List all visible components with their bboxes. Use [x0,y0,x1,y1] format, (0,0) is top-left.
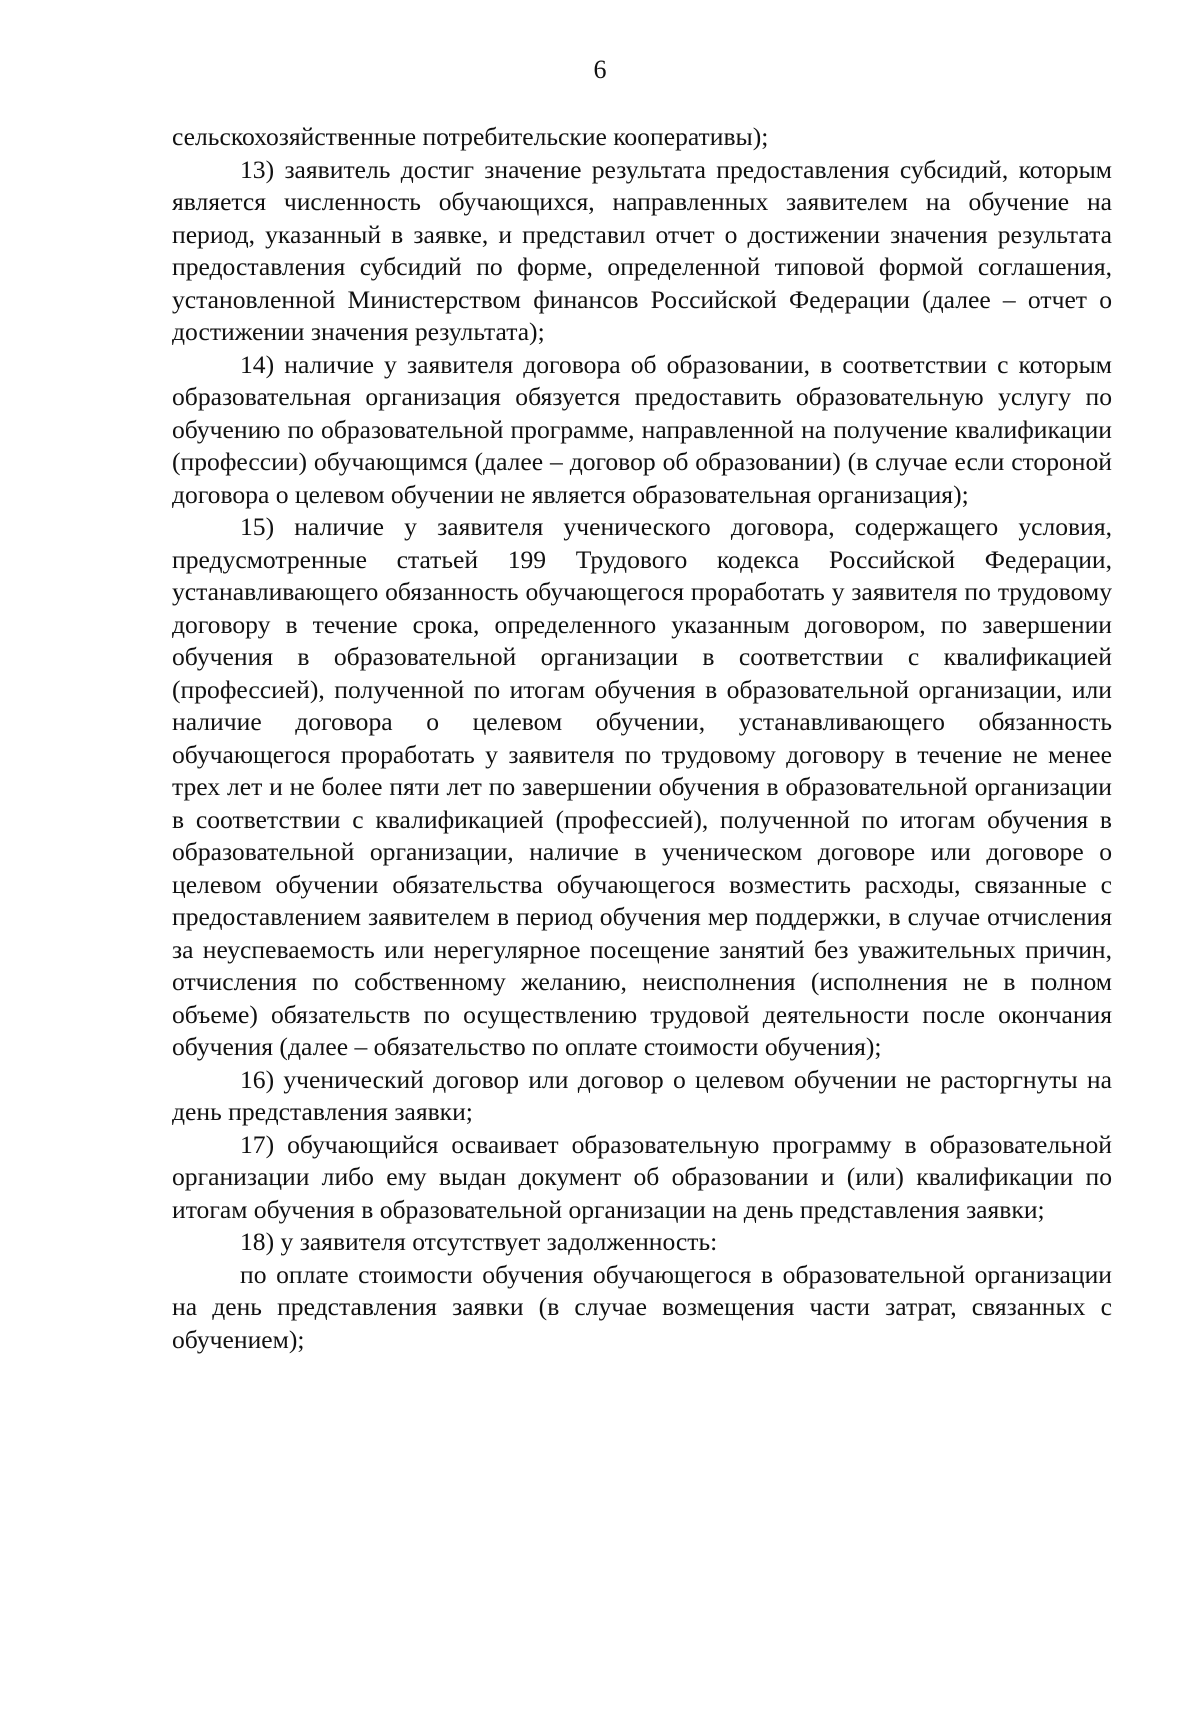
paragraph-item-16: 16) ученический договор или договор о целевом обучении не расторгнуты на день представления заявки; [172,1064,1112,1126]
document-body [172,121,1112,1356]
paragraph-continuation: сельскохозяйственные потребительские кооперативы); [172,122,769,151]
paragraph-item-14: 14) наличие у заявителя договора об образовании, в соответствии с которым образовательная организация обязуется предоставить образовательную услугу по обучению по образовательной программе, направленной на получение квалификации (профессии) обучающимся (далее – договор об образовании) (в случае если стороной договора о целевом обучении не является образовательная организация); [172,349,1112,509]
page-number: 6 [593,55,607,84]
paragraph-item-18: 18) у заявителя отсутствует задолженность: [240,1227,718,1256]
paragraph-item-18-subitem: по оплате стоимости обучения обучающегося в образовательной организации на день представления заявки (в случае возмещения части затрат, связанных с обучением); [172,1259,1112,1354]
paragraph-item-13: 13) заявитель достиг значение результата предоставления субсидий, которым является численность обучающихся, направленных заявителем на обучение на период, указанный в заявке, и представил отчет о достижении значения результата предоставления субсидий по форме, определенной типовой формой соглашения, установленной Министерством финансов Российской Федерации (далее – отчет о достижении значения результата); [172,154,1112,346]
paragraph-item-17: 17) обучающийся осваивает образовательную программу в образовательной организации либо ему выдан документ об образовании и (или) квалификации по итогам обучения в образовательной организации на день представления заявки; [172,1129,1112,1224]
paragraph-item-15: 15) наличие у заявителя ученического договора, содержащего условия, предусмотренные статьей 199 Трудового кодекса Российской Федерации, устанавливающего обязанность обучающегося проработать у заявителя по трудовому договору в течение срока, определенного указанным договором, по завершении обучения в образовательной организации в соответствии с квалификацией (профессией), полученной по итогам обучения в образовательной организации, или наличие договора о целевом обучении, устанавливающего обязанность обучающегося проработать у заявителя по трудовому договору в течение не менее трех лет и не более пяти лет по завершении обучения в образовательной организации в соответствии с квалификацией (профессией), полученной по итогам обучения в образовательной организации, наличие в ученическом договоре или договоре о целевом обучении обязательства обучающегося возместить расходы, связанные с предоставлением заявителем в период обучения мер поддержки, в случае отчисления за неуспеваемость или нерегулярное посещение занятий без уважительных причин, отчисления по собственному желанию, неисполнения (исполнения не в полном объеме) обязательств по осуществлению трудовой деятельности после окончания обучения (далее – обязательство по оплате стоимости обучения); [172,512,1112,1061]
